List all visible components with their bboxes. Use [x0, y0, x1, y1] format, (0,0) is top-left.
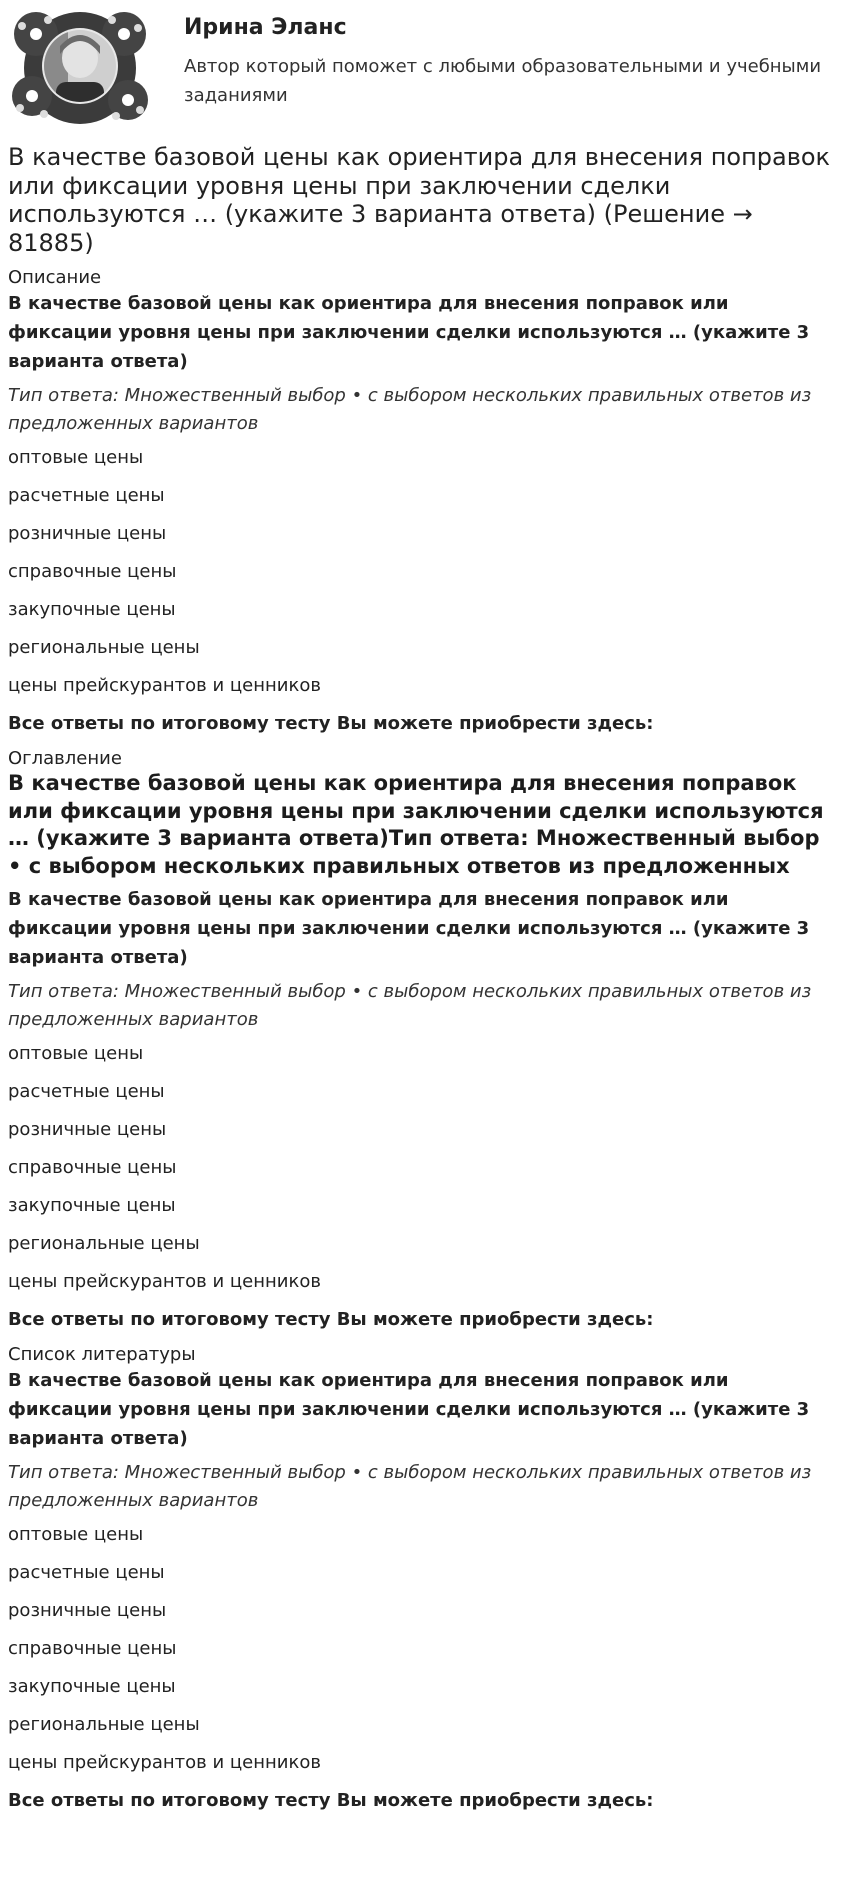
answer-option: закупочные цены	[8, 1195, 176, 1216]
answer-type: Тип ответа: Множественный выбор • с выбором нескольких правильных ответов из предложенных вариантов	[8, 981, 812, 1030]
question-text: В качестве базовой цены как ориентира для внесения поправок или фиксации уровня цены при заключении сделки используются … (укажите 3 варианта ответа)	[8, 889, 810, 968]
answer-option: цены прейскурантов и ценников	[8, 675, 321, 696]
answer-option: справочные цены	[8, 561, 177, 582]
answer-option: цены прейскурантов и ценников	[8, 1752, 321, 1773]
author-avatar[interactable]	[8, 8, 152, 128]
author-name[interactable]: Ирина Эланс	[184, 15, 347, 40]
answer-option: оптовые цены	[8, 447, 144, 468]
toc-heading: В качестве базовой цены как ориентира для внесения поправок или фиксации уровня цены при заключении сделки используются … (укажите 3 варианта ответа)Тип ответа: Множественный выбор • с выбором нескольких правильных ответов из предложенных	[8, 771, 824, 878]
answer-option: оптовые цены	[8, 1043, 144, 1064]
answer-option: розничные цены	[8, 1119, 167, 1140]
toc-section	[8, 748, 836, 1333]
page-title: В качестве базовой цены как ориентира для внесения поправок или фиксации уровня цены при заключении сделки используются … (укажите 3 варианта ответа) (Решение → 81885)	[8, 143, 831, 257]
section-label-toc: Оглавление	[8, 748, 122, 769]
film-reel-avatar-icon	[8, 8, 152, 128]
answer-option: расчетные цены	[8, 1562, 165, 1583]
all-answers-link[interactable]: Все ответы по итоговому тесту Вы можете приобрести здесь:	[8, 1790, 654, 1811]
literature-section	[8, 1344, 836, 1814]
answer-option: закупочные цены	[8, 1676, 176, 1697]
answer-option: расчетные цены	[8, 485, 165, 506]
answer-option: розничные цены	[8, 523, 167, 544]
answer-option: розничные цены	[8, 1600, 167, 1621]
answer-option: региональные цены	[8, 637, 200, 658]
section-label-description: Описание	[8, 267, 102, 288]
description-section	[8, 267, 836, 737]
answer-option: региональные цены	[8, 1233, 200, 1254]
author-description: Автор который поможет с любыми образовательными и учебными заданиями	[184, 56, 822, 106]
answer-option: региональные цены	[8, 1714, 200, 1735]
answer-type: Тип ответа: Множественный выбор • с выбором нескольких правильных ответов из предложенных вариантов	[8, 385, 812, 434]
question-text: В качестве базовой цены как ориентира для внесения поправок или фиксации уровня цены при заключении сделки используются … (укажите 3 варианта ответа)	[8, 1370, 810, 1449]
main-content	[8, 143, 836, 1825]
answer-option: справочные цены	[8, 1638, 177, 1659]
all-answers-link[interactable]: Все ответы по итоговому тесту Вы можете приобрести здесь:	[8, 713, 654, 734]
answer-option: справочные цены	[8, 1157, 177, 1178]
answer-option: оптовые цены	[8, 1524, 144, 1545]
author-card	[8, 6, 838, 128]
question-text: В качестве базовой цены как ориентира для внесения поправок или фиксации уровня цены при заключении сделки используются … (укажите 3 варианта ответа)	[8, 293, 810, 372]
answer-option: цены прейскурантов и ценников	[8, 1271, 321, 1292]
section-label-literature: Список литературы	[8, 1344, 196, 1365]
answer-option: расчетные цены	[8, 1081, 165, 1102]
all-answers-link[interactable]: Все ответы по итоговому тесту Вы можете приобрести здесь:	[8, 1309, 654, 1330]
answer-option: закупочные цены	[8, 599, 176, 620]
answer-type: Тип ответа: Множественный выбор • с выбором нескольких правильных ответов из предложенных вариантов	[8, 1462, 812, 1511]
